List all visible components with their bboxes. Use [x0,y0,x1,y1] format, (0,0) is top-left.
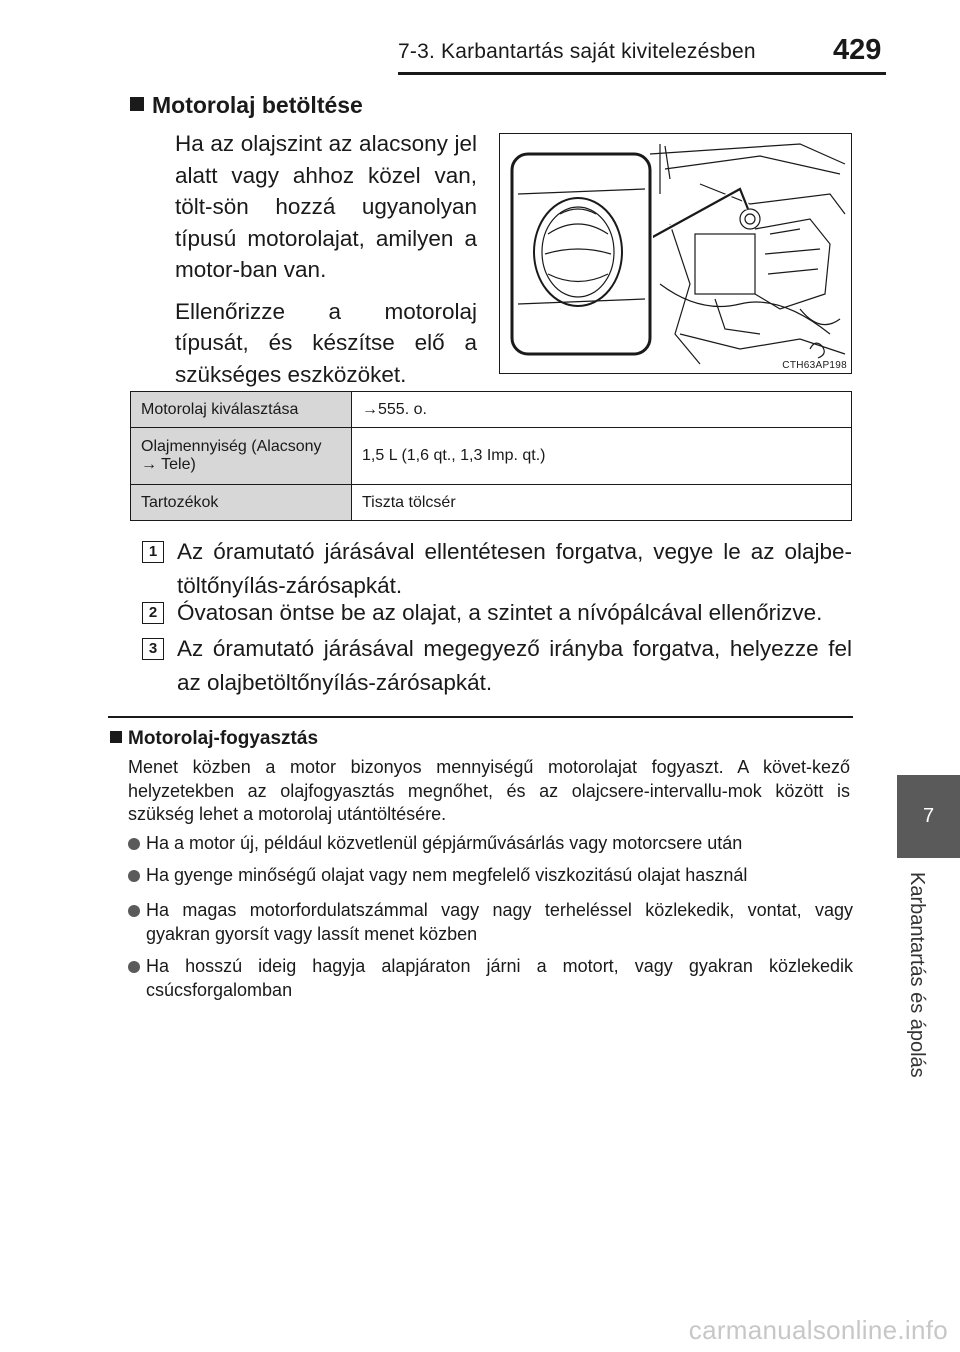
header-divider [398,72,853,75]
intro-paragraph: Ha az olajszint az alacsony jel alatt vagy ahhoz közel van, tölt-sön hozzá ugyanolyan típusú motorolajat, amilyen a motor-ban van. [175,131,477,282]
bullet-dot-icon [128,905,140,917]
table-key: Tartozékok [131,485,352,521]
section-title: Motorolaj betöltése [130,92,363,119]
intro-text [175,128,477,400]
chapter-title: Karbantartás és ápolás [905,872,928,1078]
subsection-title: Motorolaj-fogyasztás [110,728,318,750]
step-number-badge: 1 [142,541,164,563]
spec-table [130,391,852,521]
square-bullet-icon [110,731,122,743]
table-row [131,428,852,485]
table-key: Olajmennyiség (Alacsony → Tele) [131,428,352,485]
page-header [0,0,960,80]
engine-bay-drawing [500,134,850,372]
step-text: Óvatosan öntse be az olajat, a szintet a nívópálcával ellenőrizve. [177,600,823,625]
table-value: Tiszta tölcsér [352,485,852,521]
watermark: carmanualsonline.info [688,1315,948,1345]
chapter-tab: 7 [897,775,960,858]
step-text: Az óramutató járásával ellentétesen forgatva, vegye le az olajbe-töltőnyílás-zárósapkát. [177,539,852,598]
section-heading: 7-3. Karbantartás saját kivitelezésben [398,40,756,63]
step-number-badge: 2 [142,602,164,624]
table-row [131,392,852,428]
square-bullet-icon [130,97,144,111]
bullet-dot-icon [128,838,140,850]
intro-paragraph: Ellenőrizze a motorolaj típusát, és készítse elő a szükséges eszközöket. [175,298,477,387]
table-value: 1,5 L (1,6 qt., 1,3 Imp. qt.) [352,428,852,485]
table-value: →555. o. [352,392,852,428]
page-number: 429 [833,34,882,66]
step-number-badge: 3 [142,638,164,660]
bullet-dot-icon [128,961,140,973]
table-row [131,485,852,521]
table-key: Motorolaj kiválasztása [131,392,352,428]
step-text: Az óramutató járásával megegyező irányba forgatva, helyezze fel az olajbetöltőnyílás-zárósapkát. [177,636,852,695]
section-divider [108,716,853,718]
engine-illustration [499,133,852,374]
page-number-underline [826,72,886,75]
figure-code: CTH63AP198 [782,360,847,371]
bullet-dot-icon [128,870,140,882]
subsection-body: Menet közben a motor bizonyos mennyiségű motorolajat fogyaszt. A követ-kező helyzetekben az olajfogyasztás megnőhet, és az olajcsere-intervallu-mok között is szükség lehet a motorolaj utántöltésére. [128,757,850,824]
chapter-title-wrapper [897,858,960,1118]
